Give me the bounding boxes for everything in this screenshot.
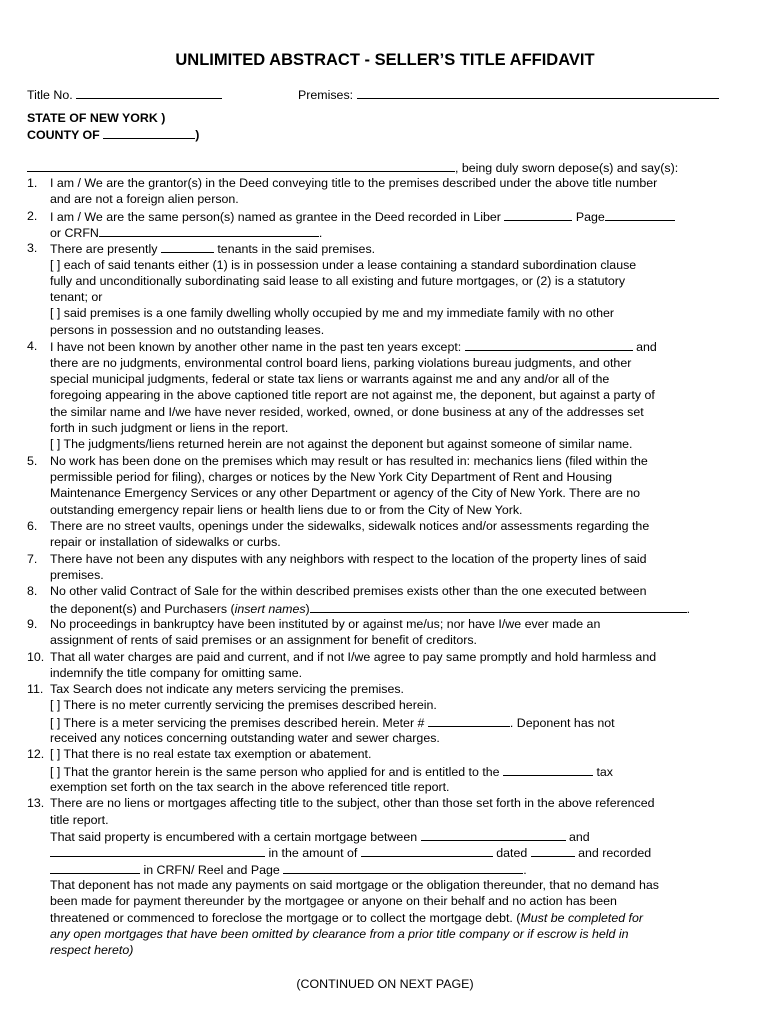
item-13-line-8 bbox=[50, 911, 643, 926]
item-6-line-1: There are no street vaults, openings under the sidewalks, sidewalk notices and/or assessments regarding the bbox=[50, 519, 650, 533]
item-11-text-a: [ ] There is a meter servicing the premises described herein. Meter # bbox=[50, 716, 425, 730]
county-field[interactable] bbox=[103, 127, 195, 139]
item-8-period: . bbox=[686, 602, 691, 616]
item-number-4: 4. bbox=[27, 339, 38, 353]
item-2-text-b: Page bbox=[575, 210, 605, 224]
state-line: STATE OF NEW YORK ) bbox=[27, 111, 166, 125]
item-11-line-4: received any notices concerning outstanding water and sewer charges. bbox=[50, 731, 440, 745]
item-1-line-1: I am / We are the grantor(s) in the Deed conveying title to the premises described under the above title number bbox=[50, 176, 658, 190]
premises-field[interactable] bbox=[357, 87, 719, 99]
item-3-line-1 bbox=[50, 241, 375, 257]
title-no-label: Title No. bbox=[27, 88, 73, 102]
item-number-12: 12. bbox=[27, 747, 45, 761]
liber-field[interactable] bbox=[504, 209, 572, 221]
item-13-line-3 bbox=[50, 829, 590, 845]
item-number-11: 11. bbox=[27, 682, 44, 696]
item-4-line-2: there are no judgments, environmental control board liens, parking violations bureau judgments, and other bbox=[50, 356, 632, 370]
item-9-line-1: No proceedings in bankruptcy have been instituted by or against me/us; nor have I/we ever made an bbox=[50, 617, 601, 631]
item-10-line-2: indemnify the title company for omitting same. bbox=[50, 666, 303, 680]
item-7-line-1: There have not been any disputes with any neighbors with respect to the location of the property lines of said bbox=[50, 552, 647, 566]
item-2-crfn-label: or CRFN bbox=[50, 226, 99, 240]
tax-exemption-field[interactable] bbox=[503, 764, 593, 776]
reel-page-field[interactable] bbox=[283, 862, 523, 874]
item-number-7: 7. bbox=[27, 552, 38, 566]
item-number-2: 2. bbox=[27, 209, 38, 223]
item-number-9: 9. bbox=[27, 617, 38, 631]
item-4-text-b: and bbox=[636, 340, 657, 354]
item-13-amount-label: in the amount of bbox=[268, 846, 358, 860]
continued-footer: (CONTINUED ON NEXT PAGE) bbox=[296, 977, 474, 991]
purchasers-field[interactable] bbox=[310, 601, 687, 613]
item-4-line-6: forth in such judgment or liens in the report. bbox=[50, 421, 289, 435]
item-11-line-2: [ ] There is no meter currently servicing the premises described herein. bbox=[50, 698, 437, 712]
item-2-period: . bbox=[318, 226, 323, 240]
item-number-8: 8. bbox=[27, 584, 38, 598]
dated-field[interactable] bbox=[531, 845, 575, 857]
item-13-recorded-label: and recorded bbox=[578, 846, 652, 860]
deponent-name-field[interactable] bbox=[27, 160, 455, 172]
item-9-line-2: assignment of rents of said premises or an assignment for benefit of creditors. bbox=[50, 633, 477, 647]
item-3-text-a: There are presently bbox=[50, 242, 158, 256]
item-4-line-5: the similar name and I/we have never resided, worked, owned, or done business at any of the addresses set bbox=[50, 405, 644, 419]
mortgage-party-field[interactable] bbox=[421, 829, 566, 841]
item-13-line-10: respect hereto) bbox=[50, 943, 134, 957]
item-5-line-1: No work has been done on the premises which may result or has resulted in: mechanics liens (filed within the bbox=[50, 454, 648, 468]
item-12-line-2 bbox=[50, 764, 613, 780]
item-13-line-4 bbox=[50, 845, 651, 861]
crfn-reel-field[interactable] bbox=[50, 862, 140, 874]
item-11-line-1: Tax Search does not indicate any meters servicing the premises. bbox=[50, 682, 404, 696]
item-13-line-6: That deponent has not made any payments on said mortgage or the obligation thereunder, that no demand has bbox=[50, 878, 659, 892]
item-3-text-b: tenants in the said premises. bbox=[217, 242, 376, 256]
item-3-line-3: fully and unconditionally subordinating said lease to all existing and future mortgages, or (2) is a statutory bbox=[50, 274, 626, 288]
item-12-line-1: [ ] That there is no real estate tax exemption or abatement. bbox=[50, 747, 372, 761]
intro-text: , being duly sworn depose(s) and say(s): bbox=[455, 161, 679, 175]
county-line bbox=[27, 127, 199, 143]
page-field[interactable] bbox=[605, 209, 675, 221]
item-13-line-2: title report. bbox=[50, 813, 109, 827]
item-number-10: 10. bbox=[27, 650, 45, 664]
item-number-1: 1. bbox=[27, 176, 38, 190]
mortgagee-field[interactable] bbox=[50, 845, 265, 857]
item-13-text-b: and bbox=[569, 830, 590, 844]
item-3-line-5: [ ] said premises is a one family dwelling wholly occupied by me and my immediate family with no other bbox=[50, 306, 615, 320]
meter-number-field[interactable] bbox=[428, 715, 510, 727]
item-13-line-1: There are no liens or mortgages affecting title to the subject, other than those set forth in the above referenced bbox=[50, 796, 655, 810]
item-8-paren: ) bbox=[305, 602, 310, 616]
item-4-text-a: I have not been known by another other name in the past ten years except: bbox=[50, 340, 462, 354]
item-13-text-8b: Must be completed for bbox=[520, 911, 644, 925]
amount-field[interactable] bbox=[361, 845, 493, 857]
item-5-line-4: outstanding emergency repair liens or health liens due to or from the City of New York. bbox=[50, 503, 523, 517]
item-3-line-2: [ ] each of said tenants either (1) is in possession under a lease containing a standard subordination clause bbox=[50, 258, 637, 272]
item-10-line-1: That all water charges are paid and current, and if not I/we agree to pay same promptly and hold harmless and bbox=[50, 650, 657, 664]
premises-line bbox=[298, 87, 719, 103]
county-close: ) bbox=[195, 128, 200, 142]
item-1-line-2: and are not a foreign alien person. bbox=[50, 192, 239, 206]
item-6-line-2: repair or installation of sidewalks or curbs. bbox=[50, 535, 281, 549]
item-3-line-6: persons in possession and no outstanding leases. bbox=[50, 323, 325, 337]
item-12-text-b: tax bbox=[596, 765, 613, 779]
crfn-field[interactable] bbox=[99, 225, 319, 237]
item-13-text-8a: threatened or commenced to foreclose the mortgage or to collect the mortgage debt. ( bbox=[50, 911, 521, 925]
item-13-text-a: That said property is encumbered with a certain mortgage between bbox=[50, 830, 418, 844]
tenants-count-field[interactable] bbox=[161, 241, 214, 253]
item-13-line-9: any open mortgages that have been omitted by clearance from a prior title company or if escrow is held in bbox=[50, 927, 629, 941]
item-4-line-1 bbox=[50, 339, 657, 355]
other-name-field[interactable] bbox=[465, 339, 633, 351]
document-title: UNLIMITED ABSTRACT - SELLER’S TITLE AFFIDAVIT bbox=[175, 51, 595, 69]
item-13-dated-label: dated bbox=[496, 846, 528, 860]
county-label: COUNTY OF bbox=[27, 128, 100, 142]
item-13-line-5 bbox=[50, 862, 527, 878]
item-11-line-3 bbox=[50, 715, 615, 731]
item-2-line-1 bbox=[50, 209, 675, 225]
item-13-crfn-label: in CRFN/ Reel and Page bbox=[143, 863, 280, 877]
item-8-insert-names: insert names bbox=[234, 602, 306, 616]
item-5-line-3: Maintenance Emergency Services or any other Department or agency of the City of New York. There are no bbox=[50, 486, 641, 500]
title-no-line bbox=[27, 87, 222, 103]
item-3-line-4: tenant; or bbox=[50, 290, 103, 304]
item-8-line-2 bbox=[50, 601, 690, 617]
item-13-period: . bbox=[523, 863, 527, 877]
item-number-6: 6. bbox=[27, 519, 38, 533]
title-no-field[interactable] bbox=[76, 87, 222, 99]
item-2-text-a: I am / We are the same person(s) named as grantee in the Deed recorded in Liber bbox=[50, 210, 501, 224]
item-13-line-7: been made for payment thereunder by the mortgagee or anyone on their behalf and no action has been bbox=[50, 894, 617, 908]
item-8-line-1: No other valid Contract of Sale for the within described premises exists other than the one executed between bbox=[50, 584, 647, 598]
item-2-line-2 bbox=[50, 225, 322, 241]
item-number-13: 13. bbox=[27, 796, 45, 810]
item-12-line-3: exemption set forth on the tax search in the above referenced title report. bbox=[50, 780, 450, 794]
item-number-5: 5. bbox=[27, 454, 38, 468]
item-12-text-a: [ ] That the grantor herein is the same person who applied for and is entitled to the bbox=[50, 765, 500, 779]
item-4-line-4: foregoing appearing in the above captioned title report are not against me, the deponent, but against a party of bbox=[50, 388, 655, 402]
item-5-line-2: permissible period for filing), charges or notices by the New York City Department of Rent and Housing bbox=[50, 470, 612, 484]
intro-line bbox=[27, 160, 678, 176]
item-4-line-3: special municipal judgments, federal or state tax liens or warrants against me and any and/or all of the bbox=[50, 372, 610, 386]
item-11-text-b: . Deponent has not bbox=[509, 716, 615, 730]
item-7-line-2: premises. bbox=[50, 568, 104, 582]
item-4-line-7: [ ] The judgments/liens returned herein are not against the deponent but against someone of similar name. bbox=[50, 437, 633, 451]
premises-label: Premises: bbox=[298, 88, 354, 102]
item-8-text-a: the deponent(s) and Purchasers ( bbox=[50, 602, 235, 616]
item-number-3: 3. bbox=[27, 241, 38, 255]
